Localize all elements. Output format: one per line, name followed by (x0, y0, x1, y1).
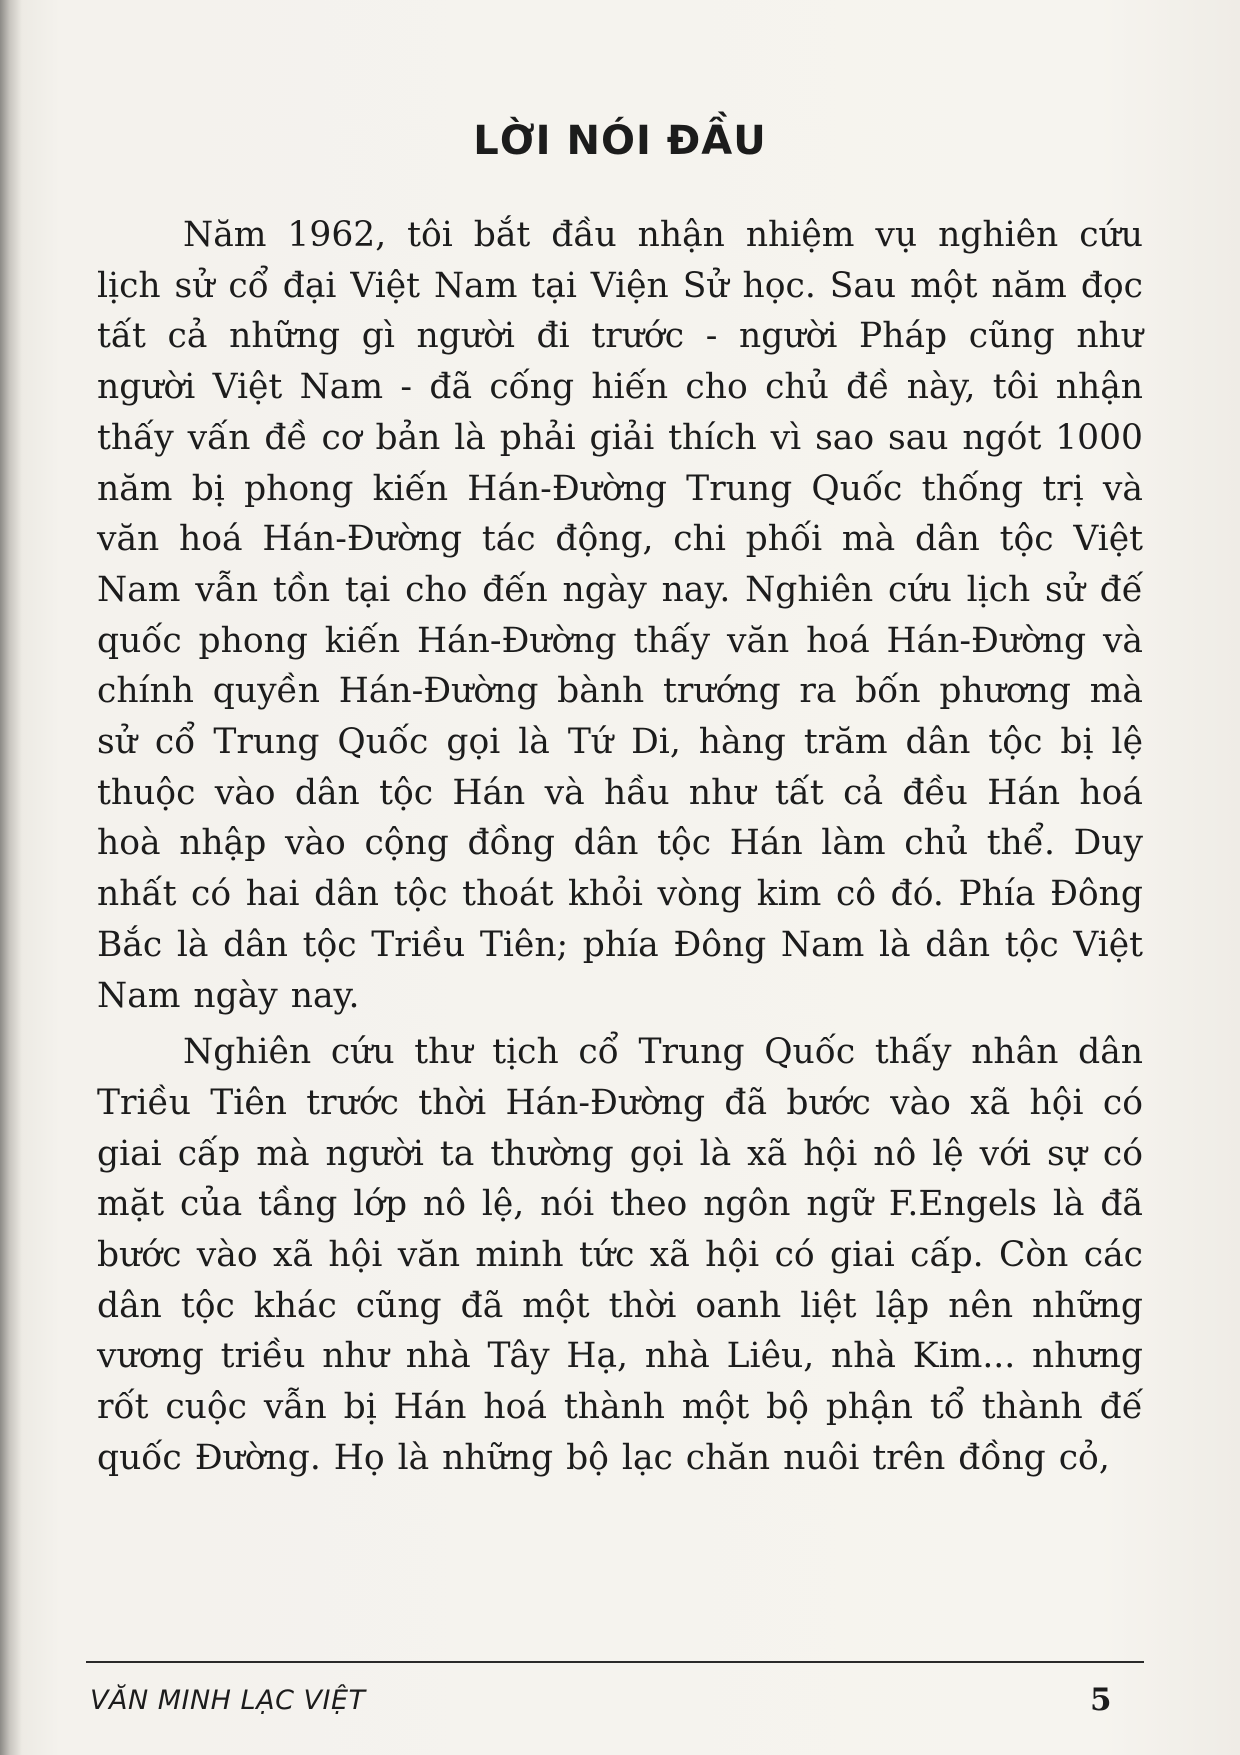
paragraph-2: Nghiên cứu thư tịch cổ Trung Quốc thấy nhân dân Triều Tiên trước thời Hán-Đường đã bước vào xã hội có giai cấp mà người ta thường gọi là xã hội nô lệ với sự có mặt của tầng lớp nô lệ, nói theo ngôn ngữ F.Engels là đã bước vào xã hội văn minh tức xã hội có giai cấp. Còn các dân tộc khác cũng đã một thời oanh liệt lập nên những vương triều như nhà Tây Hạ, nhà Liêu, nhà Kim... nhưng rốt cuộc vẫn bị Hán hoá thành một bộ phận tổ thành đế quốc Đường. Họ là những bộ lạc chăn nuôi trên đồng cỏ, (97, 1032, 1143, 1478)
body-text (97, 210, 1143, 1484)
footer-divider (86, 1661, 1144, 1663)
paragraph-1: Năm 1962, tôi bắt đầu nhận nhiệm vụ nghiên cứu lịch sử cổ đại Việt Nam tại Viện Sử học. Sau một năm đọc tất cả những gì người đi trước - người Pháp cũng như người Việt Nam - đã cống hiến cho chủ đề này, tôi nhận thấy vấn đề cơ bản là phải giải thích vì sao sau ngót 1000 năm bị phong kiến Hán-Đường Trung Quốc thống trị và văn hoá Hán-Đường tác động, chi phối mà dân tộc Việt Nam vẫn tồn tại cho đến ngày nay. Nghiên cứu lịch sử đế quốc phong kiến Hán-Đường thấy văn hoá Hán-Đường và chính quyền Hán-Đường bành trướng ra bốn phương mà sử cổ Trung Quốc gọi là Tứ Di, hàng trăm dân tộc bị lệ thuộc vào dân tộc Hán và hầu như tất cả đều Hán hoá hoà nhập vào cộng đồng dân tộc Hán làm chủ thể. Duy nhất có hai dân tộc thoát khỏi vòng kim cô đó. Phía Đông Bắc là dân tộc Triều Tiên; phía Đông Nam là dân tộc Việt Nam ngày nay. (97, 215, 1143, 1016)
running-footer-book-title: VĂN MINH LẠC VIỆT (90, 1685, 366, 1716)
chapter-title: LỜI NÓI ĐẦU (473, 118, 767, 164)
page-gutter-shadow (0, 0, 22, 1755)
page-number: 5 (1090, 1682, 1112, 1718)
